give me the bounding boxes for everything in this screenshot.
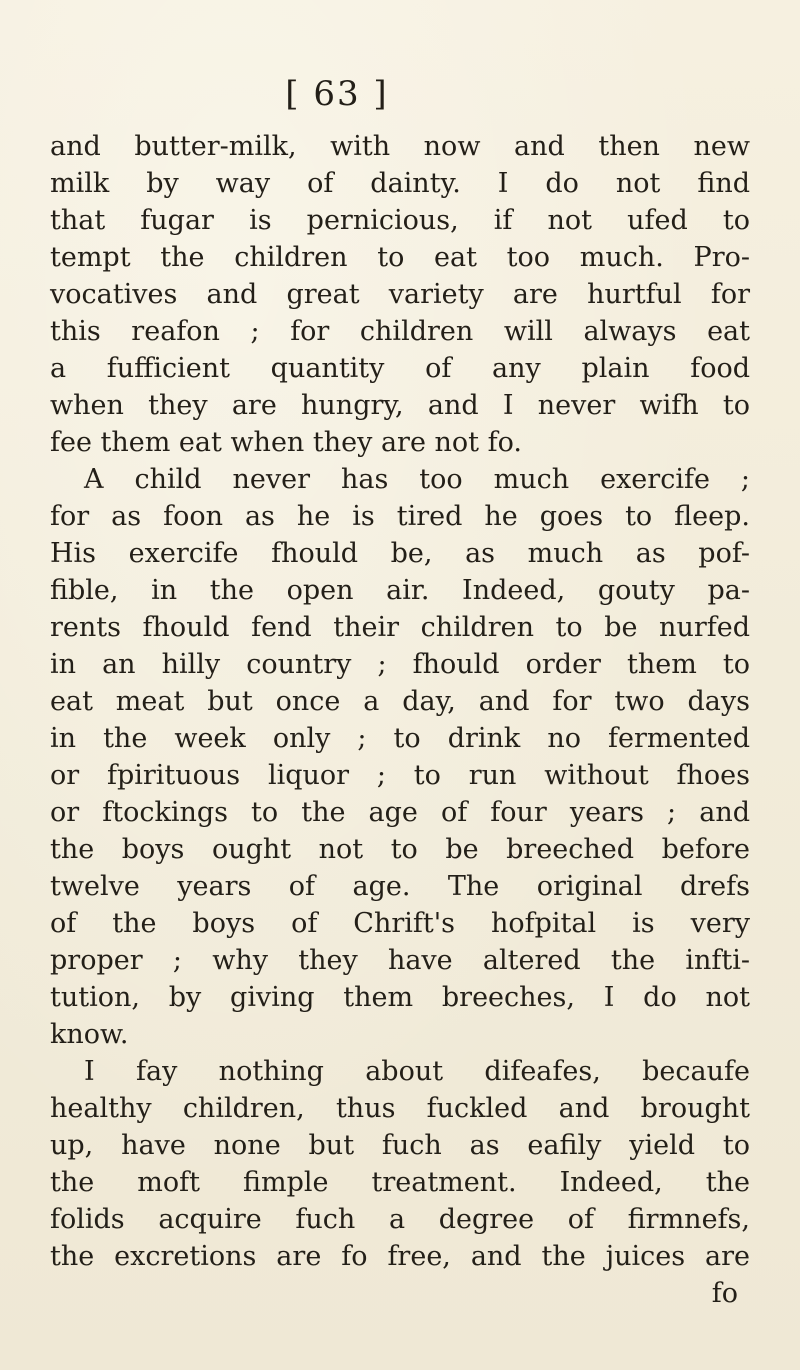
- text-line: or fpirituous liquor ; to run without fhoes: [50, 760, 750, 791]
- text-line: in an hilly country ; fhould order them to: [50, 649, 750, 680]
- text-line: a fufficient quantity of any plain food: [50, 353, 750, 384]
- text-line: vocatives and great variety are hurtful for: [50, 279, 750, 310]
- page-number-header: [ 63 ]: [285, 74, 389, 114]
- text-line: healthy children, thus fuckled and brought: [50, 1093, 750, 1124]
- text-line: A child never has too much exercife ;: [84, 464, 750, 495]
- text-line: tempt the children to eat too much. Pro-: [50, 242, 750, 273]
- text-line: and butter-milk, with now and then new: [50, 131, 750, 162]
- text-line: eat meat but once a day, and for two days: [50, 686, 750, 717]
- text-line: the moft fimple treatment. Indeed, the: [50, 1167, 750, 1198]
- text-line: twelve years of age. The original drefs: [50, 871, 750, 902]
- text-line: fible, in the open air. Indeed, gouty pa-: [50, 575, 750, 606]
- text-line: know.: [50, 1019, 129, 1050]
- text-line: I fay nothing about difeafes, becaufe: [84, 1056, 750, 1087]
- text-line: this reafon ; for children will always eat: [50, 316, 750, 347]
- text-line: in the week only ; to drink no fermented: [50, 723, 750, 754]
- text-line: that fugar is pernicious, if not ufed to: [50, 205, 750, 236]
- text-line: when they are hungry, and I never wifh to: [50, 390, 750, 421]
- text-line: for as foon as he is tired he goes to fleep.: [50, 501, 750, 532]
- text-line: folids acquire fuch a degree of firmnefs,: [50, 1204, 750, 1235]
- catchword: fo: [711, 1278, 738, 1309]
- text-line: of the boys of Chrift's hofpital is very: [50, 908, 750, 939]
- text-line: the boys ought not to be breeched before: [50, 834, 750, 865]
- text-line: the excretions are fo free, and the juices are: [50, 1241, 750, 1272]
- text-line: His exercife fhould be, as much as pof-: [50, 538, 750, 569]
- text-line: tution, by giving them breeches, I do not: [50, 982, 750, 1013]
- page-body-text: [50, 128, 750, 1312]
- text-line: or ftockings to the age of four years ; and: [50, 797, 750, 828]
- text-line: fee them eat when they are not fo.: [50, 427, 522, 458]
- text-line: rents fhould fend their children to be nurfed: [50, 612, 750, 643]
- text-line: up, have none but fuch as eafily yield to: [50, 1130, 750, 1161]
- text-line: proper ; why they have altered the infti-: [50, 945, 750, 976]
- text-line: milk by way of dainty. I do not find: [50, 168, 750, 199]
